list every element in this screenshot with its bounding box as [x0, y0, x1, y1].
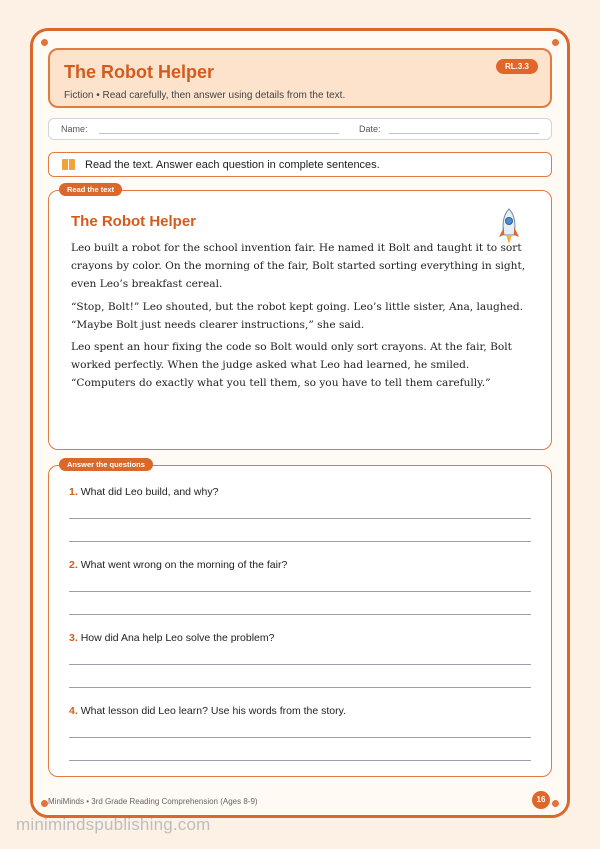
answer-line[interactable] — [69, 664, 531, 665]
date-field[interactable] — [389, 133, 539, 134]
question-3 — [69, 632, 274, 644]
question-text: What did Leo build, and why? — [80, 486, 219, 498]
corner-dot — [41, 39, 48, 46]
corner-dot — [41, 800, 48, 807]
answer-line[interactable] — [69, 687, 531, 688]
question-number: 1. — [69, 486, 78, 498]
story-paragraph: Leo spent an hour fixing the code so Bolt would only sort crayons. At the fair, Bolt worked perfectly. When the judge asked what Leo had learned, he smiled. “Computers do exactly what you tell them, so you have to tell them carefully.” — [71, 341, 512, 390]
name-date-bar — [48, 118, 552, 140]
date-label: Date: — [359, 124, 381, 134]
question-number: 3. — [69, 632, 78, 644]
worksheet-header — [48, 48, 552, 108]
question-text: What went wrong on the morning of the fair? — [80, 559, 288, 571]
question-text: How did Ana help Leo solve the problem? — [80, 632, 275, 644]
reading-tab-label: Read the text — [59, 183, 122, 196]
name-label: Name: — [61, 124, 88, 134]
questions-tab-label: Answer the questions — [59, 458, 153, 471]
answer-line[interactable] — [69, 737, 531, 738]
question-4 — [69, 705, 346, 717]
page-number: 16 — [532, 791, 550, 809]
answer-line[interactable] — [69, 541, 531, 542]
story-paragraph: Leo built a robot for the school invention fair. He named it Bolt and taught it to sort crayons by color. On the morning of the fair, Bolt started sorting everything in sight, even Leo’s breakfast cereal. — [71, 242, 526, 291]
story-paragraph: “Stop, Bolt!” Leo shouted, but the robot kept going. Leo’s little sister, Ana, laughed. “Maybe Bolt just needs clearer instructions,” she said. — [71, 300, 524, 331]
corner-dot — [552, 800, 559, 807]
instructions-box — [48, 152, 552, 177]
footer-text: MiniMinds • 3rd Grade Reading Comprehension (Ages 8-9) — [48, 797, 258, 806]
watermark: minimindspublishing.com — [16, 815, 211, 834]
standard-badge: RL.3.3 — [496, 59, 538, 74]
question-text: What lesson did Leo learn? Use his words from the story. — [80, 705, 347, 717]
name-field[interactable] — [99, 133, 339, 134]
questions-section — [48, 460, 552, 777]
question-2 — [69, 559, 287, 571]
question-1 — [69, 486, 218, 498]
book-icon — [62, 159, 75, 170]
answer-line[interactable] — [69, 614, 531, 615]
page-subtitle: Fiction • Read carefully, then answer using details from the text. — [64, 90, 346, 101]
story-text — [71, 239, 526, 397]
corner-dot — [552, 39, 559, 46]
story-title: The Robot Helper — [71, 213, 197, 230]
answer-line[interactable] — [69, 518, 531, 519]
page-title: The Robot Helper — [64, 62, 215, 82]
question-number: 2. — [69, 559, 78, 571]
instructions-text: Read the text. Answer each question in complete sentences. — [85, 159, 380, 171]
answer-line[interactable] — [69, 591, 531, 592]
answer-line[interactable] — [69, 760, 531, 761]
reading-section — [48, 185, 552, 450]
question-number: 4. — [69, 705, 78, 717]
